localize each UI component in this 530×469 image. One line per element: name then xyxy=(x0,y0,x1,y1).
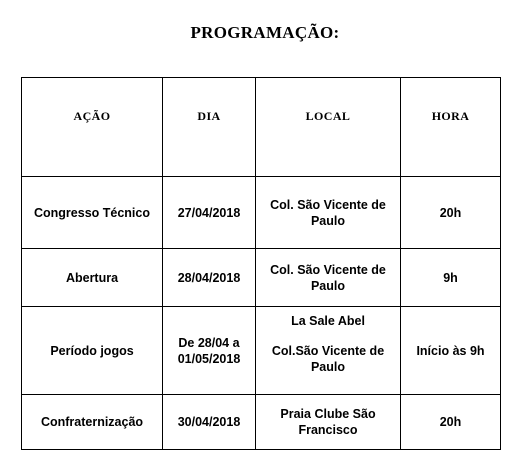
page-title: PROGRAMAÇÃO: xyxy=(190,23,340,42)
cell-dia: De 28/04 a 01/05/2018 xyxy=(163,307,256,395)
cell-hora: 9h xyxy=(401,249,501,307)
cell-hora: Início às 9h xyxy=(401,307,501,395)
cell-local-line-2: Col.São Vicente de Paulo xyxy=(271,343,385,374)
schedule-table xyxy=(21,77,501,450)
cell-local: Col. São Vicente de Paulo xyxy=(256,249,401,307)
column-header-hora: HORA xyxy=(401,78,501,177)
cell-local xyxy=(256,307,401,395)
cell-dia: 28/04/2018 xyxy=(163,249,256,307)
cell-local: Praia Clube São Francisco xyxy=(256,395,401,450)
cell-acao: Abertura xyxy=(22,249,163,307)
cell-local-line-1: La Sale Abel xyxy=(291,313,365,328)
column-header-local: LOCAL xyxy=(256,78,401,177)
table-row xyxy=(22,177,501,249)
table-row xyxy=(22,249,501,307)
cell-local: Col. São Vicente de Paulo xyxy=(256,177,401,249)
cell-acao: Confraternização xyxy=(22,395,163,450)
cell-acao: Período jogos xyxy=(22,307,163,395)
cell-dia: 30/04/2018 xyxy=(163,395,256,450)
column-header-acao: AÇÃO xyxy=(22,78,163,177)
column-header-dia: DIA xyxy=(163,78,256,177)
table-row xyxy=(22,395,501,450)
cell-hora: 20h xyxy=(401,177,501,249)
cell-hora: 20h xyxy=(401,395,501,450)
table-row xyxy=(22,307,501,395)
cell-acao: Congresso Técnico xyxy=(22,177,163,249)
cell-dia: 27/04/2018 xyxy=(163,177,256,249)
table-header-row xyxy=(22,78,501,177)
